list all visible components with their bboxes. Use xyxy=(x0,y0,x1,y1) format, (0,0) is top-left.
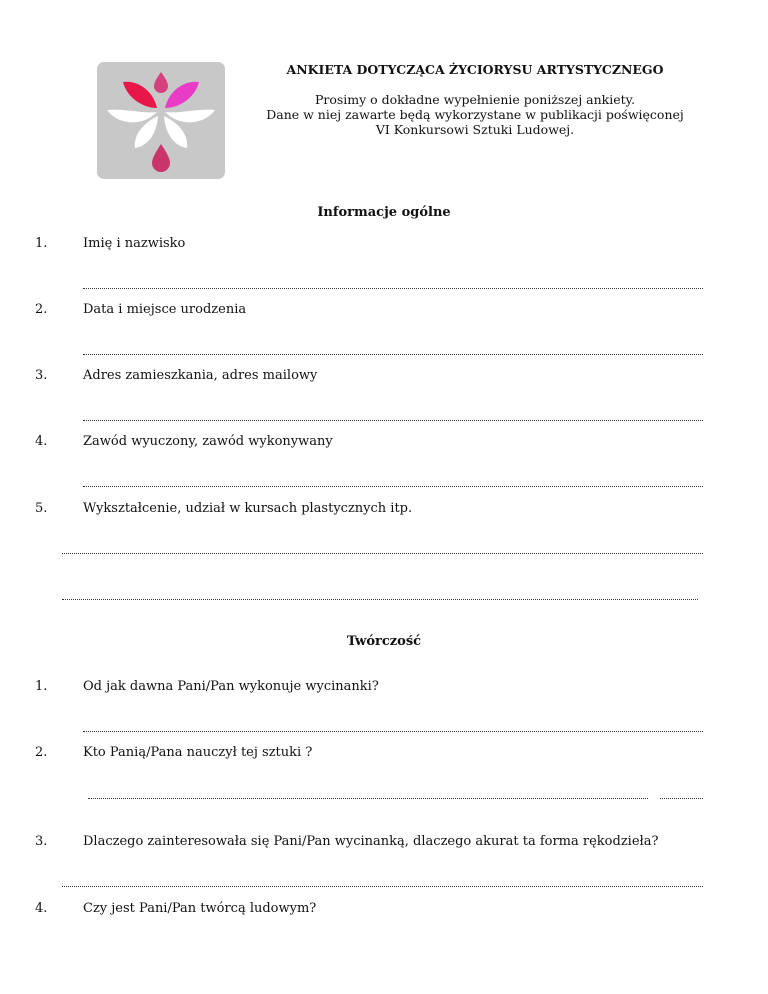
intro-line: VI Konkursowi Sztuki Ludowej. xyxy=(375,122,575,137)
question-number: 2. xyxy=(35,745,48,760)
question-text: Imię i nazwisko xyxy=(83,236,186,251)
section-title-creativity: Twórczość xyxy=(346,634,422,649)
question-text: Wykształcenie, udział w kursach plastycznych itp. xyxy=(83,501,413,516)
question-number: 5. xyxy=(35,501,48,516)
answer-line[interactable] xyxy=(83,731,703,732)
question-text: Czy jest Pani/Pan twórcą ludowym? xyxy=(83,901,317,916)
answer-line[interactable] xyxy=(83,288,703,289)
question-text: Od jak dawna Pani/Pan wykonuje wycinanki? xyxy=(83,679,379,694)
question-number: 4. xyxy=(35,434,48,449)
question-text: Data i miejsce urodzenia xyxy=(83,302,247,317)
question-number: 3. xyxy=(35,368,48,383)
document-title: ANKIETA DOTYCZĄCA ŻYCIORYSU ARTYSTYCZNEGO xyxy=(286,62,664,77)
question-number: 1. xyxy=(35,236,48,251)
answer-line[interactable] xyxy=(62,886,703,887)
question-text: Dlaczego zainteresowała się Pani/Pan wycinanką, dlaczego akurat ta forma rękodzieła? xyxy=(83,834,659,849)
question-number: 4. xyxy=(35,901,48,916)
intro-line: Dane w niej zawarte będą wykorzystane w publikacji poświęconej xyxy=(266,107,684,122)
answer-line[interactable] xyxy=(83,420,703,421)
logo xyxy=(97,62,225,179)
answer-line[interactable] xyxy=(62,599,698,600)
answer-line[interactable] xyxy=(88,798,648,799)
section-title-general: Informacje ogólne xyxy=(317,205,451,220)
answer-line[interactable] xyxy=(660,798,703,799)
answer-line[interactable] xyxy=(62,553,703,554)
question-number: 1. xyxy=(35,679,48,694)
question-number: 3. xyxy=(35,834,48,849)
question-text: Kto Panią/Pana nauczył tej sztuki ? xyxy=(83,745,313,760)
answer-line[interactable] xyxy=(83,486,703,487)
question-text: Adres zamieszkania, adres mailowy xyxy=(83,368,318,383)
intro-text xyxy=(250,92,700,137)
question-text: Zawód wyuczony, zawód wykonywany xyxy=(83,434,333,449)
folk-flower-logo-icon xyxy=(97,62,225,179)
intro-line: Prosimy o dokładne wypełnienie poniższej ankiety. xyxy=(314,92,636,107)
question-number: 2. xyxy=(35,302,48,317)
answer-line[interactable] xyxy=(83,354,703,355)
